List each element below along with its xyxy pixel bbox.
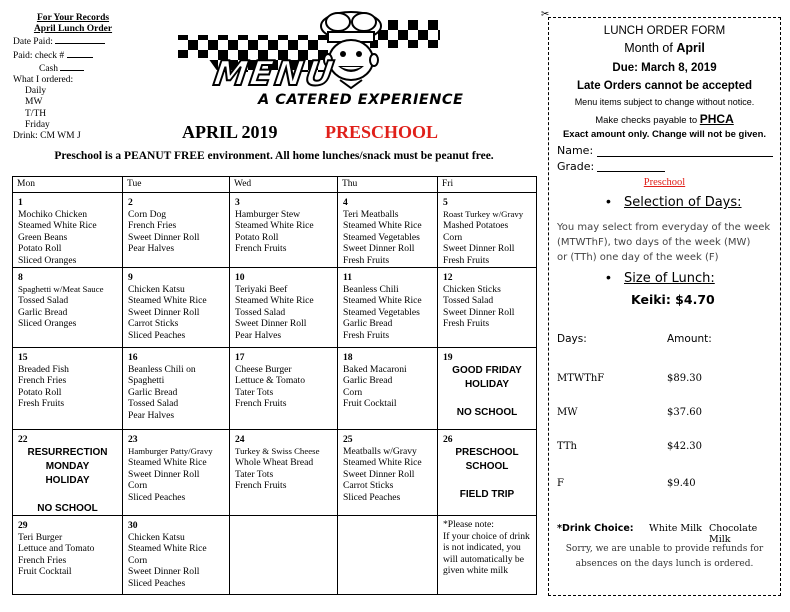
menu-item: Roast Turkey w/Gravy <box>443 208 524 219</box>
menu-item: Chicken Katsu <box>128 283 185 295</box>
form-month-value: April <box>676 41 705 55</box>
lunch-order-form <box>548 17 781 596</box>
menu-item: Cheese Burger <box>235 363 292 375</box>
selection-text: You may select from everyday of the week (MTWThF), two days of the week (MW) or (TTh) one day of the week (F) <box>557 222 771 263</box>
day-number: 19 <box>443 352 453 363</box>
menu-item: Chicken Katsu <box>128 531 185 543</box>
calendar-day-cell <box>13 430 123 516</box>
day-number: 22 <box>18 434 28 445</box>
calendar-day-cell <box>123 193 230 268</box>
menu-item: Fresh Fruits <box>18 398 65 409</box>
menu-item: Steamed White Rice <box>343 457 422 468</box>
logo-tagline: A CATERED EXPERIENCE <box>258 92 464 108</box>
menu-item: Fresh Fruits <box>443 254 490 266</box>
menu-item: Sweet Dinner Roll <box>128 306 200 318</box>
amount-header: Amount: <box>667 333 712 345</box>
drink-choice-label: *Drink Choice: <box>557 523 634 534</box>
holiday-text: HOLIDAY <box>45 474 90 486</box>
menu-item: Tossed Salad <box>443 295 494 306</box>
menu-item: Sliced Peaches <box>128 491 186 503</box>
holiday-text: NO SCHOOL <box>456 406 518 418</box>
day-number: 30 <box>128 520 138 531</box>
calendar-day-cell <box>123 268 230 348</box>
date-paid-blank[interactable] <box>55 35 105 44</box>
option-daily: Daily <box>25 86 47 97</box>
drink-white-option[interactable]: White Milk <box>649 523 702 534</box>
menu-item: Corn <box>128 554 148 566</box>
holiday-text <box>443 392 531 406</box>
menu-item: Steamed White Rice <box>343 220 422 231</box>
menu-item: Steamed Vegetables <box>343 306 420 318</box>
calendar-day-cell <box>230 516 338 594</box>
form-title: LUNCH ORDER FORM <box>603 25 726 37</box>
menu-item: Tossed Salad <box>18 295 69 306</box>
menu-item: Hamburger Stew <box>235 208 301 220</box>
menu-item: Pear Halves <box>128 409 175 421</box>
menu-item: Breaded Fish <box>18 363 69 375</box>
price-amount: $37.60 <box>667 407 702 418</box>
calendar-day-cell <box>338 268 438 348</box>
menu-item: Potato Roll <box>18 386 62 398</box>
form-month: Month of April <box>624 41 705 55</box>
date-paid-label: Date Paid: <box>13 37 53 48</box>
day-number: 11 <box>343 272 353 283</box>
calendar-day-cell <box>338 430 438 516</box>
form-due: Due: March 8, 2019 <box>612 62 717 74</box>
menu-item: Sweet Dinner Roll <box>128 468 200 480</box>
price-days: MW <box>557 407 578 418</box>
days-header: Days: <box>557 333 587 345</box>
menu-item: Sliced Peaches <box>343 491 401 503</box>
what-ordered-label: What I ordered: <box>13 75 74 86</box>
menu-item: Steamed White Rice <box>235 295 314 306</box>
form-program: Preschool <box>643 177 686 188</box>
bullet-icon: • <box>606 193 611 209</box>
menu-item: Tater Tots <box>235 386 274 398</box>
menu-item: Sweet Dinner Roll <box>443 306 515 318</box>
menu-item: Corn <box>443 231 463 243</box>
calendar-day-cell <box>123 430 230 516</box>
day-header-wed: Wed <box>230 177 338 193</box>
menu-item: Garlic Bread <box>128 386 178 398</box>
form-subject-notice: Menu items subject to change without notice. <box>574 97 755 107</box>
day-header-thu: Thu <box>338 177 438 193</box>
selection-heading: Selection of Days: <box>624 195 742 210</box>
holiday-text: MONDAY <box>45 460 90 472</box>
menu-item: Fruit Cocktail <box>343 398 397 409</box>
menu-item: Pear Halves <box>235 329 282 341</box>
menu-item: Green Beans <box>18 231 68 243</box>
records-subtitle: April Lunch Order <box>33 24 113 35</box>
menu-item: Sweet Dinner Roll <box>235 318 307 329</box>
option-mw: MW <box>25 97 43 108</box>
cash-blank[interactable] <box>60 62 84 71</box>
menu-item: Beanless Chili on <box>128 363 196 375</box>
day-number: 12 <box>443 272 453 283</box>
calendar-day-cell <box>438 516 536 594</box>
calendar-day-cell <box>438 430 536 516</box>
drink-note: If your choice of drink <box>443 530 530 542</box>
menu-item: Potato Roll <box>18 243 62 254</box>
price-amount: $9.40 <box>667 478 696 489</box>
calendar-day-cell <box>230 430 338 516</box>
day-number: 3 <box>235 197 240 208</box>
drink-note: is not indicated, you <box>443 542 521 553</box>
calendar-day-cell <box>438 193 536 268</box>
calendar-day-cell <box>13 193 123 268</box>
day-header-mon: Mon <box>13 177 123 193</box>
holiday-text: NO SCHOOL <box>37 502 98 514</box>
menu-item: Lettuce and Tomato <box>18 543 95 554</box>
menu-item: Meatballs w/Gravy <box>343 445 417 457</box>
holiday-text: RESURRECTION <box>27 446 108 458</box>
menu-item: Carrot Sticks <box>128 318 179 329</box>
price-amount: $42.30 <box>667 441 702 452</box>
holiday-text <box>18 488 117 502</box>
menu-calendar <box>12 176 537 595</box>
menu-item: Hamburger Patty/Gravy <box>128 445 213 456</box>
day-number: 25 <box>343 434 353 445</box>
menu-item: French Fries <box>128 220 177 231</box>
calendar-day-cell <box>230 348 338 430</box>
menu-item: Teriyaki Beef <box>235 283 288 295</box>
logo-word: MENU <box>211 54 338 94</box>
menu-item: Sliced Oranges <box>18 318 77 329</box>
menu-item: Corn <box>343 386 363 398</box>
menu-item: French Fruits <box>235 398 287 409</box>
menu-item: Fresh Fruits <box>343 254 390 266</box>
day-number: 29 <box>18 520 28 531</box>
check-number-blank[interactable] <box>67 49 93 58</box>
menu-item: Garlic Bread <box>18 306 68 318</box>
calendar-day-cell <box>338 193 438 268</box>
price-days: MTWThF <box>557 373 605 384</box>
menu-item: Sweet Dinner Roll <box>443 243 515 254</box>
holiday-text: PRESCHOOL <box>455 446 519 458</box>
menu-item: Teri Burger <box>18 531 63 543</box>
menu-item: Sweet Dinner Roll <box>128 231 200 243</box>
menu-item: Sweet Dinner Roll <box>343 243 415 254</box>
menu-item: Potato Roll <box>235 231 279 243</box>
calendar-day-cell <box>13 268 123 348</box>
menu-item: Teri Meatballs <box>343 208 399 220</box>
menu-item: Carrot Sticks <box>343 480 394 491</box>
menu-item: Spaghetti <box>128 375 165 386</box>
drink-codes: Drink: CM WM J <box>13 131 81 142</box>
paid-check-label: Paid: check # <box>13 50 65 61</box>
day-number: 16 <box>128 352 138 363</box>
holiday-text: GOOD FRIDAY <box>452 364 522 376</box>
holiday-text: HOLIDAY <box>464 378 510 390</box>
day-header-fri: Fri <box>438 177 536 193</box>
day-number: 1 <box>18 197 23 208</box>
calendar-day-cell <box>123 516 230 594</box>
menu-item: Whole Wheat Bread <box>235 457 314 468</box>
menu-item: Sliced Oranges <box>18 254 77 266</box>
drink-note: *Please note: <box>443 519 494 530</box>
menu-item: French Fries <box>18 554 67 566</box>
menu-item: Fresh Fruits <box>443 318 490 329</box>
menu-item: Sliced Peaches <box>128 329 186 341</box>
drink-note: will automatically be <box>443 553 524 565</box>
menu-item: French Fruits <box>235 243 287 254</box>
menu-item: Fruit Cocktail <box>18 566 72 577</box>
price-days: F <box>557 478 564 489</box>
menu-period: APRIL 2019 <box>182 122 278 142</box>
menu-logo <box>178 10 500 110</box>
menu-item: French Fruits <box>235 480 287 491</box>
calendar-day-cell <box>123 348 230 430</box>
menu-item: Mashed Potatoes <box>443 220 509 231</box>
name-label: Name: <box>557 144 594 157</box>
name-field[interactable] <box>597 156 773 157</box>
calendar-day-cell <box>338 348 438 430</box>
refund-notice: Sorry, we are unable to provide refunds for absences on the days lunch is ordered. <box>565 544 764 569</box>
calendar-day-cell <box>438 348 536 430</box>
menu-item: Steamed Vegetables <box>343 231 420 243</box>
option-friday: Friday <box>25 119 50 130</box>
menu-item: Steamed White Rice <box>128 543 207 554</box>
day-number: 4 <box>343 197 348 208</box>
menu-item: Steamed White Rice <box>18 220 97 231</box>
form-exact-notice: Exact amount only. Change will not be given. <box>562 129 767 140</box>
menu-item: Sweet Dinner Roll <box>343 468 415 480</box>
calendar-day-cell <box>438 268 536 348</box>
price-amount: $89.30 <box>667 373 702 384</box>
menu-item: Tater Tots <box>235 468 274 480</box>
menu-item: Baked Macaroni <box>343 363 407 375</box>
menu-item: Corn Dog <box>128 208 167 220</box>
menu-item: Garlic Bread <box>343 318 393 329</box>
menu-item: Tossed Salad <box>128 398 179 409</box>
menu-item: Turkey & Swiss Cheese <box>235 445 320 456</box>
holiday-text: SCHOOL <box>465 460 509 472</box>
drink-note: given white milk <box>443 565 509 576</box>
day-number: 23 <box>128 434 138 445</box>
payable-to: PHCA <box>699 112 734 126</box>
day-number: 8 <box>18 272 23 283</box>
menu-item: Fresh Fruits <box>343 329 390 341</box>
menu-item: Spaghetti w/Meat Sauce <box>18 283 104 294</box>
peanut-free-notice: Preschool is a PEANUT FREE environment. All home lunches/snack must be peanut free. <box>54 150 494 162</box>
day-header-tue: Tue <box>123 177 230 193</box>
day-number: 9 <box>128 272 133 283</box>
grade-field[interactable] <box>597 171 665 172</box>
menu-item: Pear Halves <box>128 243 175 254</box>
form-payable: Make checks payable to PHCA <box>595 112 734 126</box>
menu-item: Beanless Chili <box>343 283 399 295</box>
menu-item: Steamed White Rice <box>128 295 207 306</box>
calendar-day-cell <box>13 516 123 594</box>
grade-label: Grade: <box>557 160 595 173</box>
price-days: TTh <box>557 441 577 452</box>
day-number: 17 <box>235 352 245 363</box>
records-title: For Your Records <box>36 13 110 23</box>
calendar-day-cell <box>230 268 338 348</box>
day-number: 10 <box>235 272 245 283</box>
day-number: 5 <box>443 197 448 208</box>
form-late-notice: Late Orders cannot be accepted <box>576 80 753 92</box>
menu-item: Sweet Dinner Roll <box>128 566 200 577</box>
day-number: 24 <box>235 434 245 445</box>
size-heading: Size of Lunch: <box>624 271 715 286</box>
menu-item: Lettuce & Tomato <box>235 375 306 386</box>
holiday-text: FIELD TRIP <box>459 488 515 500</box>
option-tth: T/TH <box>25 108 47 119</box>
menu-item: Steamed White Rice <box>343 295 422 306</box>
day-number: 18 <box>343 352 353 363</box>
program-name: PRESCHOOL <box>325 122 439 142</box>
records-section <box>13 13 133 142</box>
day-number: 26 <box>443 434 453 445</box>
menu-item: Tossed Salad <box>235 306 286 318</box>
menu-item: French Fries <box>18 375 67 386</box>
drink-chocolate-option[interactable]: Chocolate Milk <box>709 523 758 545</box>
calendar-day-cell <box>230 193 338 268</box>
scissors-icon: ✂ <box>541 9 550 20</box>
menu-item: Steamed White Rice <box>235 220 314 231</box>
menu-item: Sliced Peaches <box>128 577 186 589</box>
holiday-text <box>443 474 531 488</box>
bullet-icon: • <box>606 269 611 285</box>
calendar-day-cell <box>338 516 438 594</box>
calendar-day-cell <box>13 348 123 430</box>
day-number: 2 <box>128 197 133 208</box>
menu-item: Garlic Bread <box>343 375 393 386</box>
size-value: Keiki: $4.70 <box>631 292 715 307</box>
menu-item: Mochiko Chicken <box>18 208 88 220</box>
menu-item: Corn <box>128 480 148 491</box>
cash-label: Cash <box>39 63 58 74</box>
day-number: 15 <box>18 352 28 363</box>
menu-item: Chicken Sticks <box>443 283 501 295</box>
menu-item: Steamed White Rice <box>128 457 207 468</box>
